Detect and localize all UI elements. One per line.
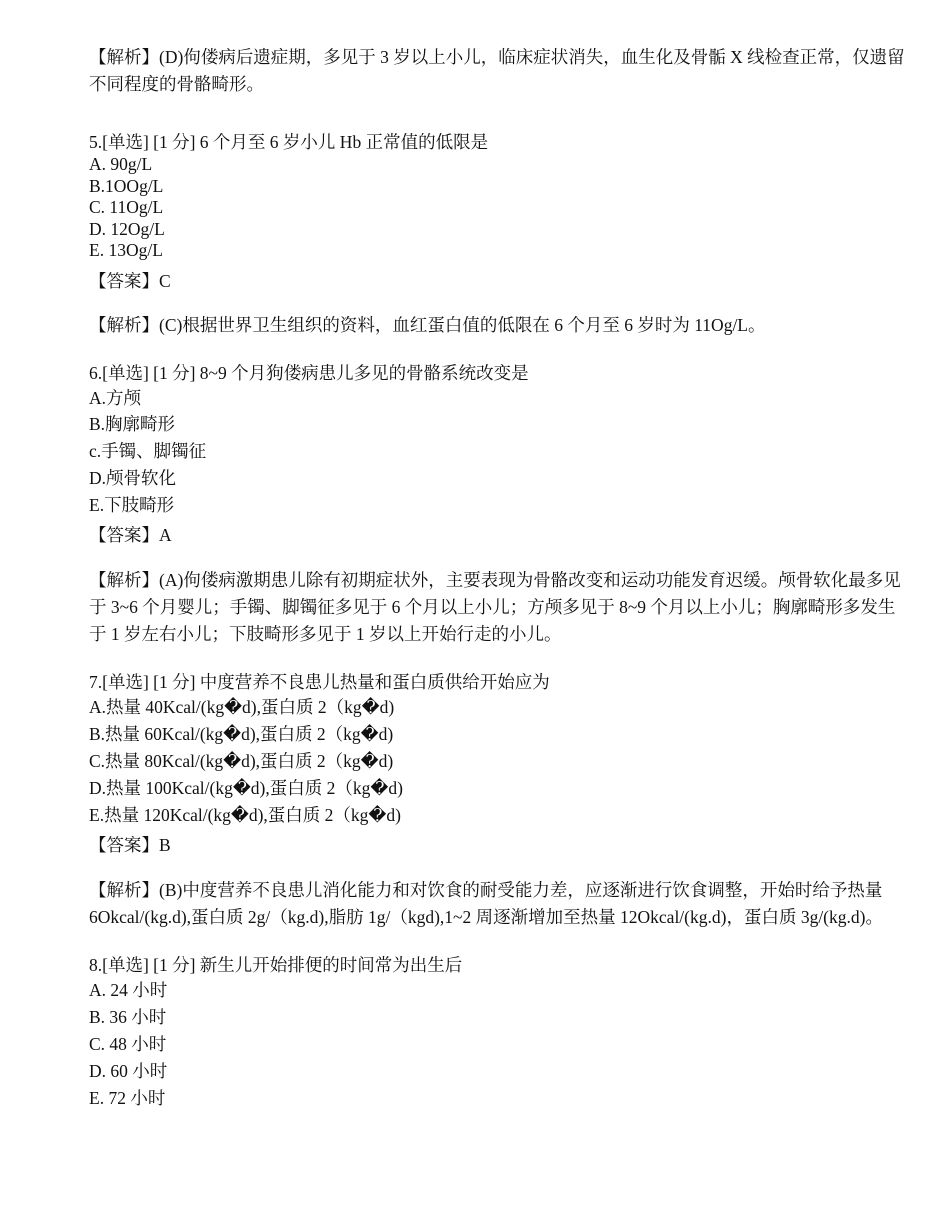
question-7-title: 7.[单选] [1 分] 中度营养不良患儿热量和蛋白质供给开始应为 xyxy=(89,672,550,693)
question-8-option-a: A. 24 小时 xyxy=(89,980,168,1001)
question-6-option-e: E.下肢畸形 xyxy=(89,494,175,515)
question-5-analysis: 【解析】(C)根据世界卫生组织的资料，血红蛋白值的低限在 6 个月至 6 岁时为 11Og/L。 xyxy=(89,314,766,335)
question-8-option-b: B. 36 小时 xyxy=(89,1007,167,1028)
analysis-previous: 【解析】(D)佝偻病后遗症期，多见于 3 岁以上小儿，临床症状消失，血生化及骨骺 X 线检查正常，仅遗留不同程度的骨骼畸形。 xyxy=(89,47,905,94)
question-6-option-c: c.手镯、脚镯征 xyxy=(89,441,207,462)
question-7-option-a: A.热量 40Kcal/(kg�d),蛋白质 2（kg�d) xyxy=(89,697,395,718)
question-5-option-b: B.1OOg/L xyxy=(89,175,164,196)
question-7-answer: 【答案】B xyxy=(89,835,171,856)
question-6-option-b: B.胸廓畸形 xyxy=(89,414,176,435)
question-5-answer: 【答案】C xyxy=(89,270,171,291)
question-5-option-a: A. 90g/L xyxy=(89,154,153,174)
question-7-option-c: C.热量 80Kcal/(kg�d),蛋白质 2（kg�d) xyxy=(89,751,394,772)
question-7-analysis: 【解析】(B)中度营养不良患儿消化能力和对饮食的耐受能力差，应逐渐进行饮食调整，开始时给予热量 6Okcal/(kg.d),蛋白质 2g/（kg.d),脂肪 1g/（kgd),1~2 周逐渐增加至热量 12Okcal/(kg.d)，蛋白质 3g/(kg.d)。 xyxy=(89,880,883,928)
question-6-option-a: A.方颅 xyxy=(89,387,142,408)
question-6-option-d: D.颅骨软化 xyxy=(89,467,177,488)
question-7-option-b: B.热量 60Kcal/(kg�d),蛋白质 2（kg�d) xyxy=(89,724,394,745)
question-6-title: 6.[单选] [1 分] 8~9 个月狗偻病患儿多见的骨骼系统改变是 xyxy=(89,362,529,383)
question-7-option-e: E.热量 120Kcal/(kg�d),蛋白质 2（kg�d) xyxy=(89,804,401,825)
question-5-option-c: C. 11Og/L xyxy=(89,197,164,217)
question-6-answer: 【答案】A xyxy=(89,525,172,546)
document-page xyxy=(89,44,909,1111)
question-8-option-e: E. 72 小时 xyxy=(89,1087,166,1108)
question-5-option-d: D. 12Og/L xyxy=(89,218,165,239)
question-8-option-d: D. 60 小时 xyxy=(89,1060,168,1081)
question-8-option-c: C. 48 小时 xyxy=(89,1034,167,1055)
question-8-title: 8.[单选] [1 分] 新生儿开始排便的时间常为出生后 xyxy=(89,955,463,976)
question-6-analysis: 【解析】(A)佝偻病激期患儿除有初期症状外，主要表现为骨骼改变和运动功能发育迟缓。颅骨软化最多见于 3~6 个月婴儿；手镯、脚镯征多见于 6 个月以上小儿；方颅多见于 8~9 个月以上小儿；胸廓畸形多发生于 1 岁左右小儿；下肢畸形多见于 1 岁以上开始行走的小儿。 xyxy=(89,570,901,645)
question-5-title: 5.[单选] [1 分] 6 个月至 6 岁小儿 Hb 正常值的低限是 xyxy=(89,132,489,152)
question-5-option-e: E. 13Og/L xyxy=(89,240,163,260)
question-7-option-d: D.热量 100Kcal/(kg�d),蛋白质 2（kg�d) xyxy=(89,777,403,798)
